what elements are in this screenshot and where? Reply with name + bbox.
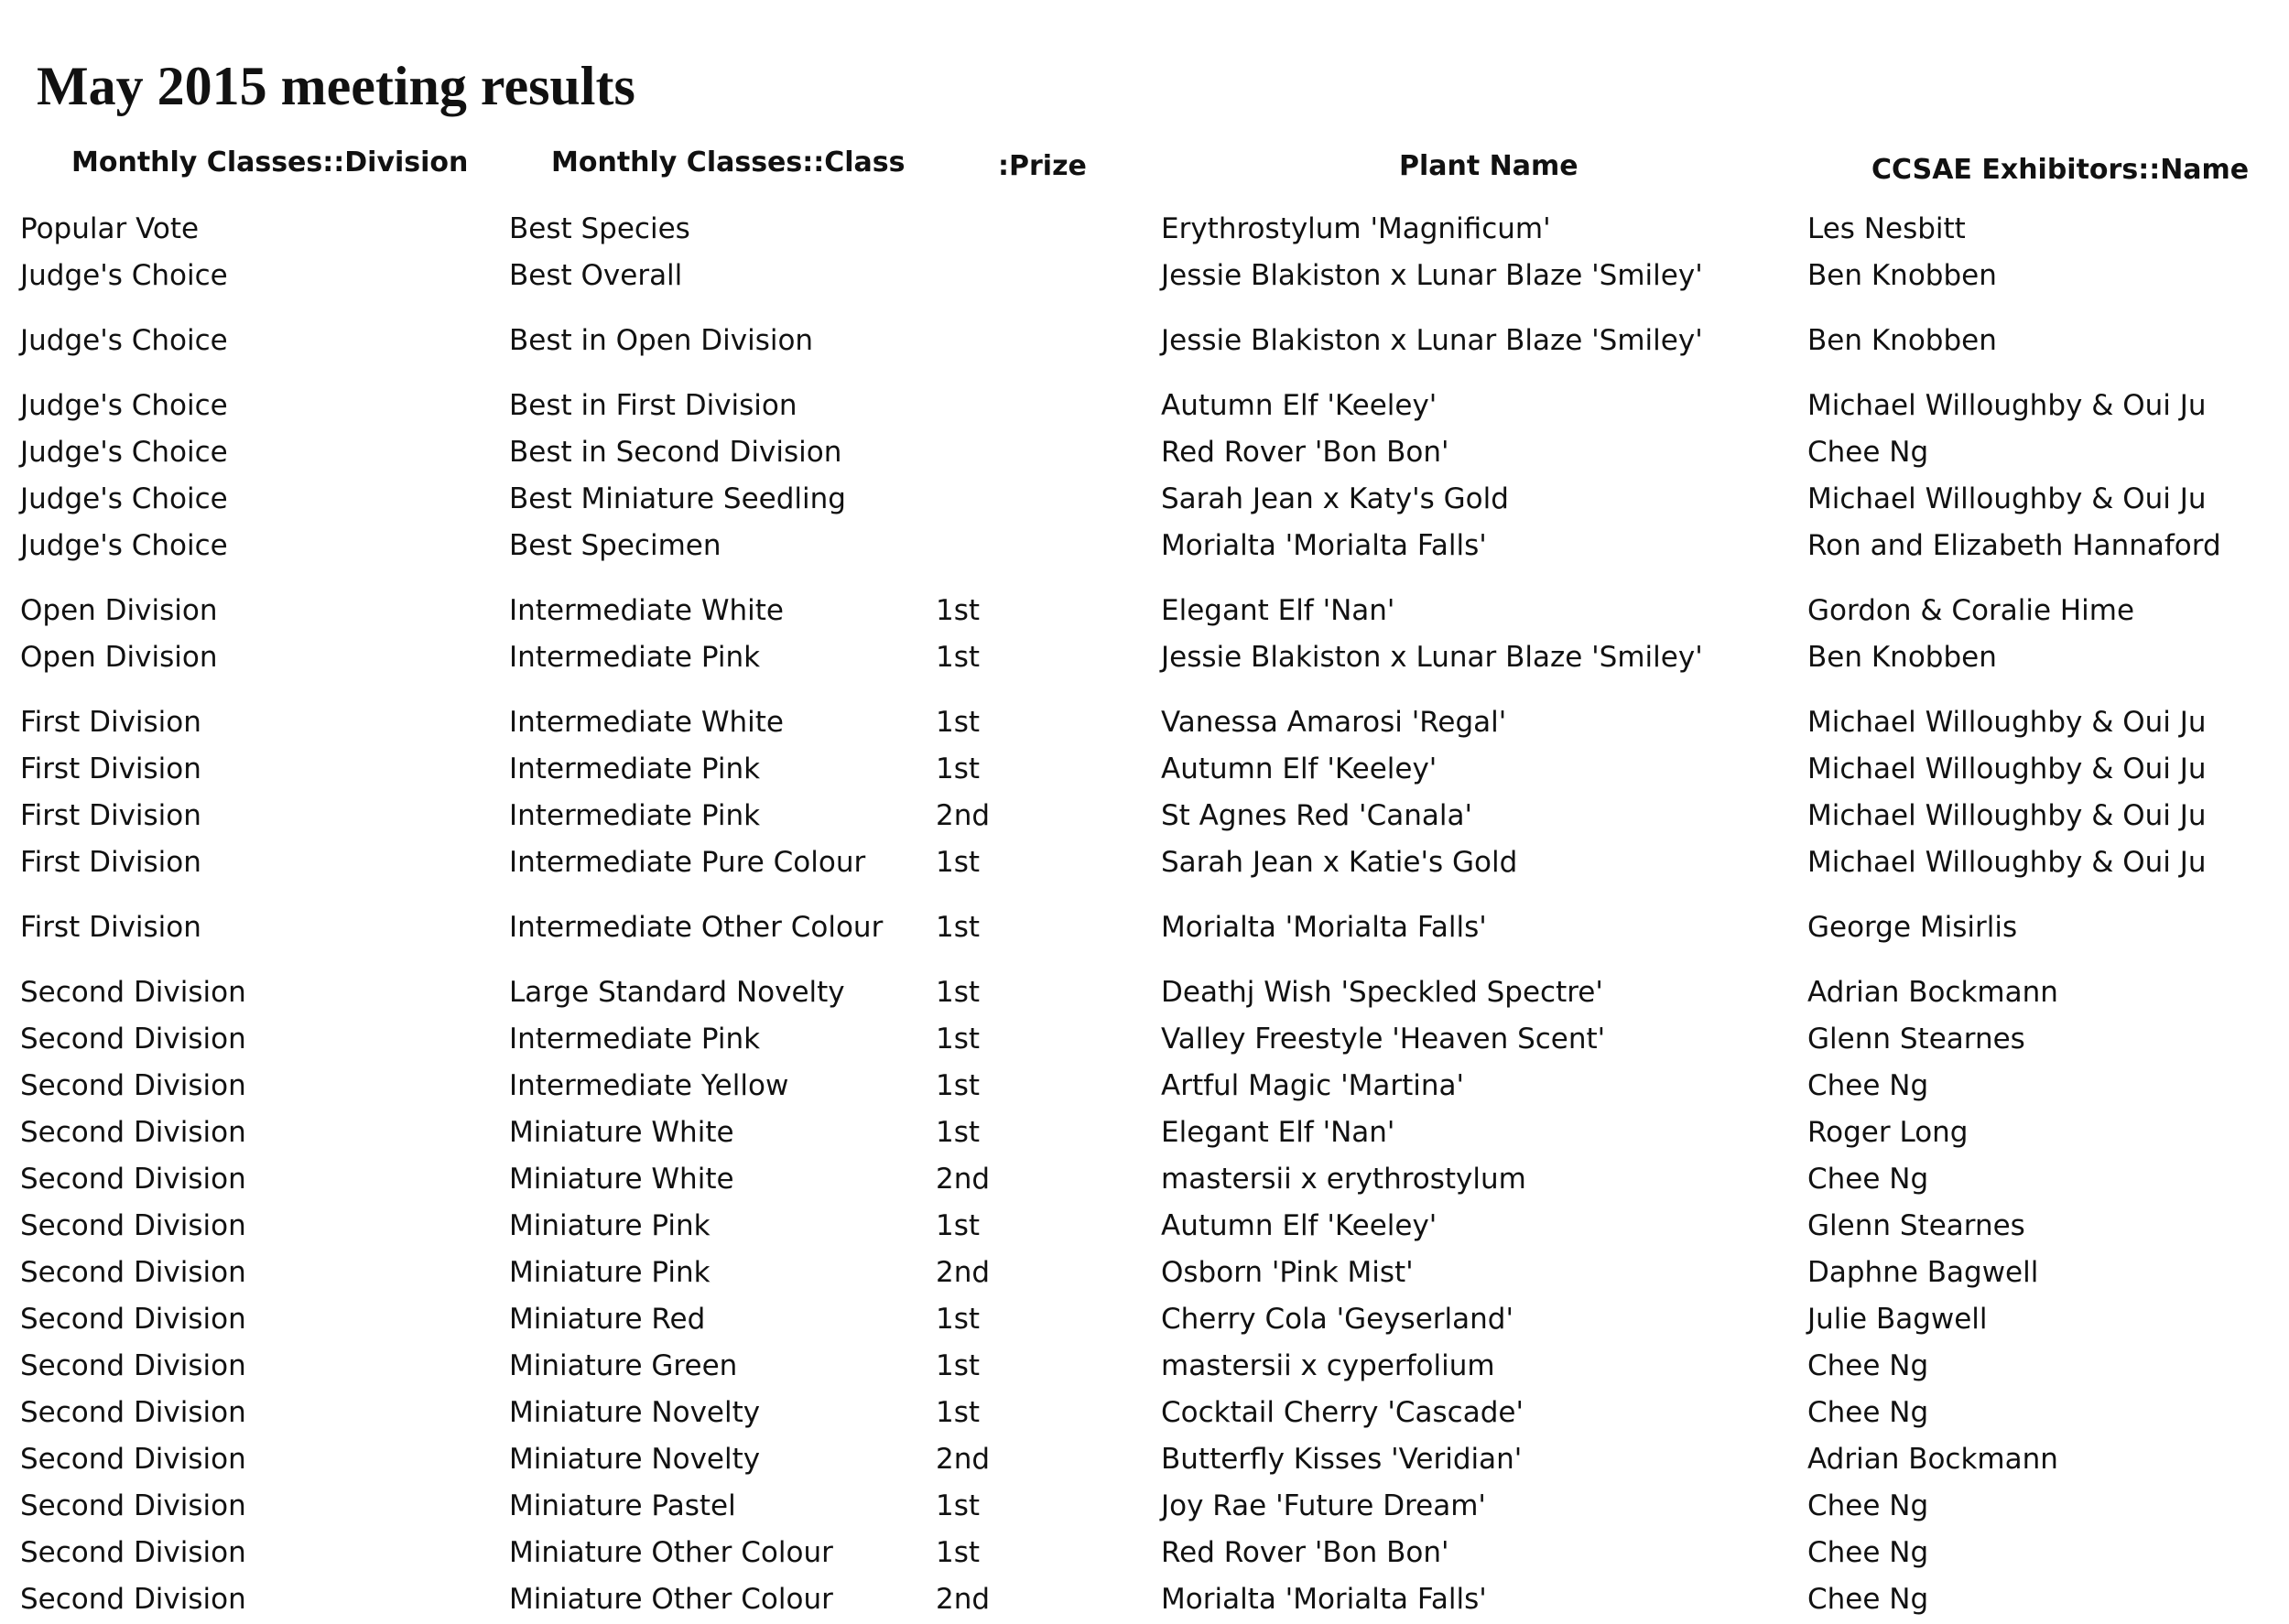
table-row	[0, 1579, 2289, 1623]
table-row	[0, 1346, 2289, 1390]
exhibitor-cell: Chee Ng	[1807, 1583, 1929, 1616]
plant-name-cell: mastersii x erythrostylum	[1161, 1163, 1526, 1196]
class-cell: Intermediate Pure Colour	[509, 846, 866, 879]
prize-cell: 2nd	[936, 1163, 991, 1196]
division-cell: Judge's Choice	[20, 324, 228, 357]
exhibitor-cell: Michael Willoughby & Oui Ju	[1807, 389, 2207, 422]
class-cell: Intermediate Other Colour	[509, 911, 884, 944]
division-cell: Open Division	[20, 641, 218, 674]
class-cell: Miniature Novelty	[509, 1396, 761, 1429]
table-row	[0, 1206, 2289, 1250]
table-row	[0, 1299, 2289, 1343]
plant-name-cell: Cherry Cola 'Geyserland'	[1161, 1303, 1513, 1336]
exhibitor-cell: Chee Ng	[1807, 1349, 1929, 1382]
exhibitor-cell: Ben Knobben	[1807, 641, 1997, 674]
class-cell: Large Standard Novelty	[509, 976, 845, 1009]
plant-name-cell: Artful Magic 'Martina'	[1161, 1069, 1465, 1102]
prize-cell: 1st	[936, 1023, 981, 1056]
division-cell: Second Division	[20, 1536, 246, 1569]
division-cell: Second Division	[20, 1443, 246, 1476]
page-title: May 2015 meeting results	[37, 56, 635, 116]
exhibitor-cell: Michael Willoughby & Oui Ju	[1807, 752, 2207, 785]
class-cell: Best Overall	[509, 259, 683, 292]
prize-cell: 1st	[936, 1209, 981, 1242]
division-cell: First Division	[20, 752, 201, 785]
exhibitor-cell: Ben Knobben	[1807, 259, 1997, 292]
table-row	[0, 1532, 2289, 1576]
class-cell: Miniature White	[509, 1163, 734, 1196]
plant-name-cell: Butterfly Kisses 'Veridian'	[1161, 1443, 1523, 1476]
plant-name-cell: Morialta 'Morialta Falls'	[1161, 1583, 1487, 1616]
table-row	[0, 637, 2289, 681]
table-row	[0, 842, 2289, 886]
plant-name-cell: Morialta 'Morialta Falls'	[1161, 911, 1487, 944]
class-cell: Miniature Pastel	[509, 1489, 736, 1522]
division-cell: Second Division	[20, 1396, 246, 1429]
table-row	[0, 1439, 2289, 1483]
plant-name-cell: Autumn Elf 'Keeley'	[1161, 1209, 1437, 1242]
class-cell: Intermediate Pink	[509, 752, 761, 785]
exhibitor-cell: Gordon & Coralie Hime	[1807, 594, 2135, 627]
plant-name-cell: Jessie Blakiston x Lunar Blaze 'Smiley'	[1161, 641, 1703, 674]
division-cell: Judge's Choice	[20, 389, 228, 422]
exhibitor-cell: Chee Ng	[1807, 1396, 1929, 1429]
class-cell: Miniature Other Colour	[509, 1583, 833, 1616]
prize-cell: 1st	[936, 1536, 981, 1569]
plant-name-cell: Autumn Elf 'Keeley'	[1161, 389, 1437, 422]
plant-name-cell: Cocktail Cherry 'Cascade'	[1161, 1396, 1524, 1429]
class-cell: Miniature Pink	[509, 1256, 711, 1289]
table-row	[0, 1066, 2289, 1110]
exhibitor-cell: Michael Willoughby & Oui Ju	[1807, 482, 2207, 515]
plant-name-cell: Joy Rae 'Future Dream'	[1161, 1489, 1486, 1522]
division-cell: Second Division	[20, 1116, 246, 1149]
division-cell: Popular Vote	[20, 212, 200, 245]
prize-cell: 2nd	[936, 1583, 991, 1616]
prize-cell: 1st	[936, 641, 981, 674]
division-cell: Open Division	[20, 594, 218, 627]
plant-name-cell: St Agnes Red 'Canala'	[1161, 799, 1472, 832]
division-cell: Second Division	[20, 1303, 246, 1336]
class-cell: Intermediate Pink	[509, 641, 761, 674]
table-row	[0, 1392, 2289, 1436]
exhibitor-cell: Adrian Bockmann	[1807, 1443, 2058, 1476]
division-cell: Second Division	[20, 976, 246, 1009]
class-cell: Miniature Green	[509, 1349, 738, 1382]
prize-cell: 1st	[936, 1489, 981, 1522]
division-cell: Second Division	[20, 1209, 246, 1242]
plant-name-cell: mastersii x cyperfolium	[1161, 1349, 1495, 1382]
table-row	[0, 320, 2289, 364]
division-cell: Second Division	[20, 1256, 246, 1289]
plant-name-cell: Jessie Blakiston x Lunar Blaze 'Smiley'	[1161, 259, 1703, 292]
exhibitor-cell: Les Nesbitt	[1807, 212, 1966, 245]
exhibitor-cell: Chee Ng	[1807, 1069, 1929, 1102]
division-cell: Second Division	[20, 1349, 246, 1382]
exhibitor-cell: Julie Bagwell	[1807, 1303, 1988, 1336]
header-plant-name: Plant Name	[1399, 150, 1578, 182]
prize-cell: 1st	[936, 1396, 981, 1429]
plant-name-cell: Deathj Wish 'Speckled Spectre'	[1161, 976, 1603, 1009]
exhibitor-cell: Ben Knobben	[1807, 324, 1997, 357]
division-cell: First Division	[20, 799, 201, 832]
plant-name-cell: Elegant Elf 'Nan'	[1161, 594, 1395, 627]
prize-cell: 1st	[936, 1116, 981, 1149]
plant-name-cell: Red Rover 'Bon Bon'	[1161, 1536, 1449, 1569]
table-row	[0, 1112, 2289, 1156]
division-cell: Second Division	[20, 1023, 246, 1056]
division-cell: Second Division	[20, 1163, 246, 1196]
prize-cell: 1st	[936, 911, 981, 944]
exhibitor-cell: Ron and Elizabeth Hannaford	[1807, 529, 2221, 562]
header-exhibitor: CCSAE Exhibitors::Name	[1871, 154, 2250, 186]
plant-name-cell: Elegant Elf 'Nan'	[1161, 1116, 1395, 1149]
exhibitor-cell: Michael Willoughby & Oui Ju	[1807, 706, 2207, 739]
header-division: Monthly Classes::Division	[71, 146, 469, 179]
plant-name-cell: Sarah Jean x Katie's Gold	[1161, 846, 1518, 879]
prize-cell: 2nd	[936, 1256, 991, 1289]
division-cell: Judge's Choice	[20, 529, 228, 562]
table-row	[0, 209, 2289, 253]
class-cell: Best in Open Division	[509, 324, 814, 357]
table-row	[0, 1486, 2289, 1530]
division-cell: Second Division	[20, 1583, 246, 1616]
exhibitor-cell: Glenn Stearnes	[1807, 1023, 2025, 1056]
exhibitor-cell: Chee Ng	[1807, 1536, 1929, 1569]
prize-cell: 1st	[936, 594, 981, 627]
exhibitor-cell: Daphne Bagwell	[1807, 1256, 2039, 1289]
class-cell: Best in Second Division	[509, 436, 842, 469]
header-class: Monthly Classes::Class	[551, 146, 906, 179]
class-cell: Intermediate White	[509, 706, 784, 739]
plant-name-cell: Sarah Jean x Katy's Gold	[1161, 482, 1509, 515]
table-row	[0, 796, 2289, 839]
prize-cell: 2nd	[936, 799, 991, 832]
table-row	[0, 1252, 2289, 1296]
class-cell: Miniature Pink	[509, 1209, 711, 1242]
prize-cell: 1st	[936, 1069, 981, 1102]
division-cell: First Division	[20, 911, 201, 944]
class-cell: Intermediate Pink	[509, 1023, 761, 1056]
class-cell: Intermediate Pink	[509, 799, 761, 832]
exhibitor-cell: Glenn Stearnes	[1807, 1209, 2025, 1242]
class-cell: Miniature Novelty	[509, 1443, 761, 1476]
prize-cell: 1st	[936, 1349, 981, 1382]
class-cell: Best Miniature Seedling	[509, 482, 846, 515]
prize-cell: 1st	[936, 752, 981, 785]
plant-name-cell: Valley Freestyle 'Heaven Scent'	[1161, 1023, 1606, 1056]
exhibitor-cell: Chee Ng	[1807, 1489, 1929, 1522]
prize-cell: 1st	[936, 976, 981, 1009]
prize-cell: 1st	[936, 1303, 981, 1336]
table-row	[0, 702, 2289, 746]
table-row	[0, 1019, 2289, 1063]
class-cell: Miniature White	[509, 1116, 734, 1149]
prize-cell: 2nd	[936, 1443, 991, 1476]
class-cell: Miniature Other Colour	[509, 1536, 833, 1569]
plant-name-cell: Osborn 'Pink Mist'	[1161, 1256, 1414, 1289]
table-row	[0, 1159, 2289, 1203]
division-cell: Second Division	[20, 1069, 246, 1102]
exhibitor-cell: Chee Ng	[1807, 1163, 1929, 1196]
table-row	[0, 255, 2289, 299]
division-cell: Judge's Choice	[20, 259, 228, 292]
division-cell: Second Division	[20, 1489, 246, 1522]
exhibitor-cell: Roger Long	[1807, 1116, 1969, 1149]
table-row	[0, 972, 2289, 1016]
exhibitor-cell: Adrian Bockmann	[1807, 976, 2058, 1009]
table-row	[0, 385, 2289, 429]
table-row	[0, 907, 2289, 951]
class-cell: Intermediate Yellow	[509, 1069, 789, 1102]
plant-name-cell: Red Rover 'Bon Bon'	[1161, 436, 1449, 469]
division-cell: Judge's Choice	[20, 436, 228, 469]
class-cell: Miniature Red	[509, 1303, 706, 1336]
exhibitor-cell: George Misirlis	[1807, 911, 2018, 944]
class-cell: Intermediate White	[509, 594, 784, 627]
exhibitor-cell: Michael Willoughby & Oui Ju	[1807, 799, 2207, 832]
exhibitor-cell: Chee Ng	[1807, 436, 1929, 469]
exhibitor-cell: Michael Willoughby & Oui Ju	[1807, 846, 2207, 879]
plant-name-cell: Jessie Blakiston x Lunar Blaze 'Smiley'	[1161, 324, 1703, 357]
table-row	[0, 590, 2289, 634]
class-cell: Best Specimen	[509, 529, 721, 562]
table-row	[0, 479, 2289, 523]
plant-name-cell: Morialta 'Morialta Falls'	[1161, 529, 1487, 562]
prize-cell: 1st	[936, 846, 981, 879]
plant-name-cell: Erythrostylum 'Magnificum'	[1161, 212, 1551, 245]
class-cell: Best Species	[509, 212, 690, 245]
header-prize: :Prize	[998, 150, 1087, 182]
division-cell: Judge's Choice	[20, 482, 228, 515]
class-cell: Best in First Division	[509, 389, 797, 422]
plant-name-cell: Vanessa Amarosi 'Regal'	[1161, 706, 1507, 739]
table-row	[0, 749, 2289, 793]
table-row	[0, 525, 2289, 569]
plant-name-cell: Autumn Elf 'Keeley'	[1161, 752, 1437, 785]
division-cell: First Division	[20, 846, 201, 879]
prize-cell: 1st	[936, 706, 981, 739]
division-cell: First Division	[20, 706, 201, 739]
table-row	[0, 432, 2289, 476]
